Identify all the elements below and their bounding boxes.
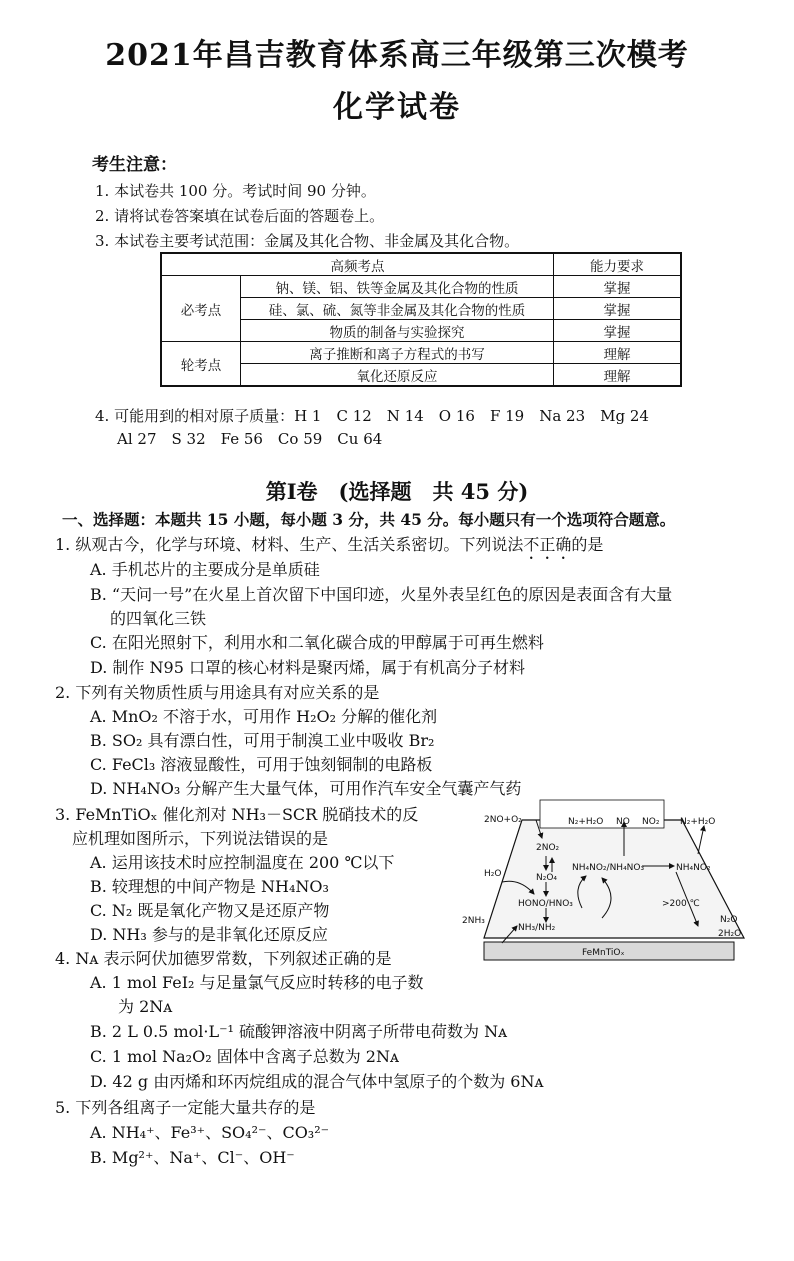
label-nh4no2-nh4no3: NH₄NO₂/NH₄NO₃ bbox=[572, 863, 645, 873]
reaction-mechanism-diagram bbox=[462, 798, 762, 966]
notice-item-1: 1. 本试卷共 100 分。考试时间 90 分钟。 bbox=[95, 182, 376, 200]
q1-option-d: D. 制作 N95 口罩的核心材料是聚丙烯，属于有机高分子材料 bbox=[90, 658, 525, 677]
topic-cell: 离子推断和离子方程式的书写 bbox=[241, 342, 554, 364]
notice-heading: 考生注意： bbox=[92, 155, 177, 175]
q3-stem-cont: 应机理如图所示，下列说法错误的是 bbox=[72, 829, 329, 848]
ability-cell: 掌握 bbox=[554, 276, 682, 298]
exam-subtitle: 化学试卷 bbox=[333, 90, 461, 125]
ability-cell: 掌握 bbox=[554, 320, 682, 342]
notice-item-4: 4. 可能用到的相对原子质量：H 1 C 12 N 14 O 16 F 19 Na 23 Mg 24 bbox=[95, 407, 649, 425]
exam-scope-table bbox=[160, 252, 682, 387]
section-instructions: 一、选择题：本题共 15 小题，每小题 3 分，共 45 分。每小题只有一个选项符合题意。 bbox=[62, 510, 676, 529]
q4-option-a-cont: 为 2Nᴀ bbox=[118, 997, 173, 1016]
q4-option-a: A. 1 mol FeI₂ 与足量氯气反应时转移的电子数 bbox=[90, 973, 424, 992]
q1-stem: 1. 纵观古今，化学与环境、材料、生产、生活关系密切。下列说法不正确的是 bbox=[55, 535, 604, 554]
topic-cell: 氧化还原反应 bbox=[241, 364, 554, 387]
q3-option-b: B. 较理想的中间产物是 NH₄NO₃ bbox=[90, 877, 329, 896]
notice-item-4-cont: Al 27 S 32 Fe 56 Co 59 Cu 64 bbox=[117, 430, 383, 448]
q4-option-c: C. 1 mol Na₂O₂ 固体中含离子总数为 2Nᴀ bbox=[90, 1047, 399, 1066]
table-row bbox=[161, 342, 681, 364]
group-required: 必考点 bbox=[161, 276, 241, 342]
q2-stem: 2. 下列有关物质性质与用途具有对应关系的是 bbox=[55, 683, 380, 702]
topic-cell: 物质的制备与实验探究 bbox=[241, 320, 554, 342]
table-row bbox=[161, 276, 681, 298]
q2-option-a: A. MnO₂ 不溶于水，可用作 H₂O₂ 分解的催化剂 bbox=[90, 707, 438, 726]
label-n2o: N₂O bbox=[720, 915, 738, 925]
q4-stem: 4. Nᴀ 表示阿伏加德罗常数，下列叙述正确的是 bbox=[55, 949, 392, 968]
label-nh4no2: NH₄NO₂ bbox=[676, 863, 711, 873]
exam-title: 2021年昌吉教育体系高三年级第三次模考 bbox=[105, 38, 689, 73]
ability-cell: 掌握 bbox=[554, 298, 682, 320]
q2-option-b: B. SO₂ 具有漂白性，可用于制溴工业中吸收 Br₂ bbox=[90, 731, 435, 750]
label-n2-h2o-1: N₂+H₂O bbox=[568, 817, 604, 827]
q4-option-d: D. 42 g 由丙烯和环丙烷组成的混合气体中氢原子的个数为 6Nᴀ bbox=[90, 1072, 544, 1091]
q1-option-b-cont: 的四氧化三铁 bbox=[110, 609, 207, 628]
label-no: NO bbox=[616, 817, 630, 827]
topic-cell: 钠、镁、铝、铁等金属及其化合物的性质 bbox=[241, 276, 554, 298]
table-header-ability: 能力要求 bbox=[554, 253, 682, 276]
q1-option-b: B. “天问一号”在火星上首次留下中国印迹，火星外表呈红色的原因是表面含有大量 bbox=[90, 585, 673, 604]
label-hono-hno3: HONO/HNO₃ bbox=[518, 899, 573, 909]
q2-option-c: C. FeCl₃ 溶液显酸性，可用于蚀刻铜制的电路板 bbox=[90, 755, 433, 774]
q4-option-b: B. 2 L 0.5 mol·L⁻¹ 硫酸钾溶液中阴离子所带电荷数为 Nᴀ bbox=[90, 1022, 508, 1041]
section-title: 第Ⅰ卷 (选择题 共 45 分) bbox=[265, 479, 529, 504]
q3-option-c: C. N₂ 既是氧化产物又是还原产物 bbox=[90, 901, 330, 920]
q1-option-c: C. 在阳光照射下，利用水和二氧化碳合成的甲醇属于可再生燃料 bbox=[90, 633, 544, 652]
label-n2o4: N₂O₄ bbox=[536, 873, 558, 883]
label-2nh3: 2NH₃ bbox=[462, 916, 485, 926]
topic-cell: 硅、氯、硫、氮等非金属及其化合物的性质 bbox=[241, 298, 554, 320]
q3-option-a: A. 运用该技术时应控制温度在 200 ℃以下 bbox=[90, 853, 395, 872]
catalyst-surface bbox=[484, 820, 744, 938]
q1-emphasis: 不正确 bbox=[523, 535, 572, 554]
q5-option-a: A. NH₄⁺、Fe³⁺、SO₄²⁻、CO₃²⁻ bbox=[90, 1123, 330, 1142]
label-2no2: 2NO₂ bbox=[536, 843, 560, 853]
label-2no-o2: 2NO+O₂ bbox=[484, 815, 522, 825]
notice-item-2: 2. 请将试卷答案填在试卷后面的答题卷上。 bbox=[95, 207, 385, 225]
label-catalyst: FeMnTiOₓ bbox=[582, 948, 625, 958]
label-h2o: H₂O bbox=[484, 869, 502, 879]
q2-option-d: D. NH₄NO₃ 分解产生大量气体，可用作汽车安全气囊产气药 bbox=[90, 779, 522, 798]
label-2h2o: 2H₂O bbox=[718, 929, 742, 939]
q3-option-d: D. NH₃ 参与的是非氧化还原反应 bbox=[90, 925, 328, 944]
ability-cell: 理解 bbox=[554, 364, 682, 387]
table-header-topics: 高频考点 bbox=[161, 253, 554, 276]
label-temperature: >200 ℃ bbox=[662, 899, 700, 909]
ability-cell: 理解 bbox=[554, 342, 682, 364]
group-rotating: 轮考点 bbox=[161, 342, 241, 387]
label-n2-h2o-2: N₂+H₂O bbox=[680, 817, 716, 827]
q5-option-b: B. Mg²⁺、Na⁺、Cl⁻、OH⁻ bbox=[90, 1148, 295, 1167]
q1-option-a: A. 手机芯片的主要成分是单质硅 bbox=[90, 560, 320, 579]
label-nh3-nh2: NH₃/NH₂ bbox=[518, 923, 556, 933]
notice-item-3: 3. 本试卷主要考试范围：金属及其化合物、非金属及其化合物。 bbox=[95, 232, 520, 250]
q5-stem: 5. 下列各组离子一定能大量共存的是 bbox=[55, 1098, 316, 1117]
q3-stem: 3. FeMnTiOₓ 催化剂对 NH₃－SCR 脱硝技术的反 bbox=[55, 805, 419, 824]
label-no2: NO₂ bbox=[642, 817, 660, 827]
